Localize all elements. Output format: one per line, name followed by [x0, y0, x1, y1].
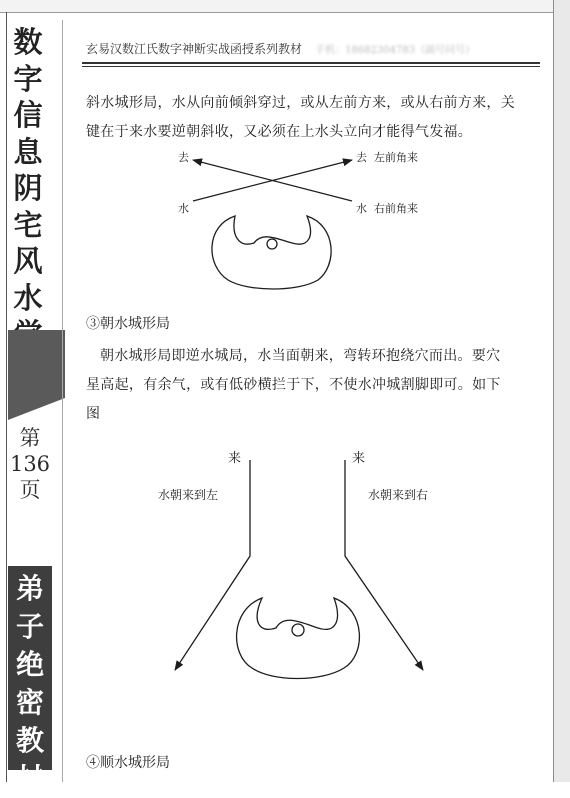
tomb-outline-1	[212, 216, 331, 289]
page-char: 第	[19, 426, 41, 450]
side-title-char: 阴	[13, 171, 43, 205]
side-title-char: 水	[13, 280, 43, 315]
side-label-char: 教	[15, 724, 44, 757]
tomb-center-2	[292, 624, 304, 636]
label-lai-right: 来	[352, 451, 366, 466]
section-3-title: ③朝水城形局	[86, 316, 170, 332]
side-label-char: 密	[15, 686, 44, 719]
side-title-char: 字	[13, 61, 43, 96]
page-number: 136	[9, 452, 51, 476]
label-shui-right: 水	[356, 202, 367, 215]
label-qu-left: 去	[178, 151, 189, 164]
tomb-outline-2	[237, 598, 360, 679]
label-left-front: 左前角来	[374, 151, 418, 164]
label-to-right: 水朝来到右	[368, 488, 429, 502]
label-to-left: 水朝来到左	[158, 488, 219, 502]
label-shui-left: 水	[178, 202, 189, 215]
tomb-center-1	[267, 239, 277, 249]
side-label-char: 子	[15, 610, 44, 643]
page-char: 页	[19, 478, 41, 502]
side-title-char: 数	[13, 25, 43, 59]
label-lai-left: 来	[228, 451, 242, 466]
side-label-char: 材	[15, 762, 44, 795]
side-title-char: 息	[13, 134, 43, 169]
side-label-char: 弟	[15, 572, 44, 605]
side-title-char: 风	[13, 244, 43, 278]
label-qu-right: 去	[356, 151, 367, 164]
section-4-title: ④顺水城形局	[86, 755, 170, 771]
header-title: 玄易汉数江氏数字神断实战函授系列教材	[86, 42, 303, 56]
side-title-char: 信	[13, 98, 43, 132]
side-title-char: 宅	[13, 207, 43, 242]
label-right-front: 右前角来	[374, 202, 418, 215]
paragraph-facing-water: 朝水城形局即逆水城局，水当面朝来，弯转环抱绕穴而出。要穴星高起，有余气，或有低砂横拦于下，不使水冲城割脚即可。如下图	[86, 348, 501, 422]
header-contact: 手机：18682304783（副号同号）	[315, 45, 476, 56]
side-label-char: 绝	[15, 648, 44, 681]
paragraph-slant-water: 斜水城形局，水从向前倾斜穿过，或从左前方来，或从右前方来，关键在于来水要逆朝斜收，又必须在上水头立向才能得气发福。	[86, 95, 515, 140]
